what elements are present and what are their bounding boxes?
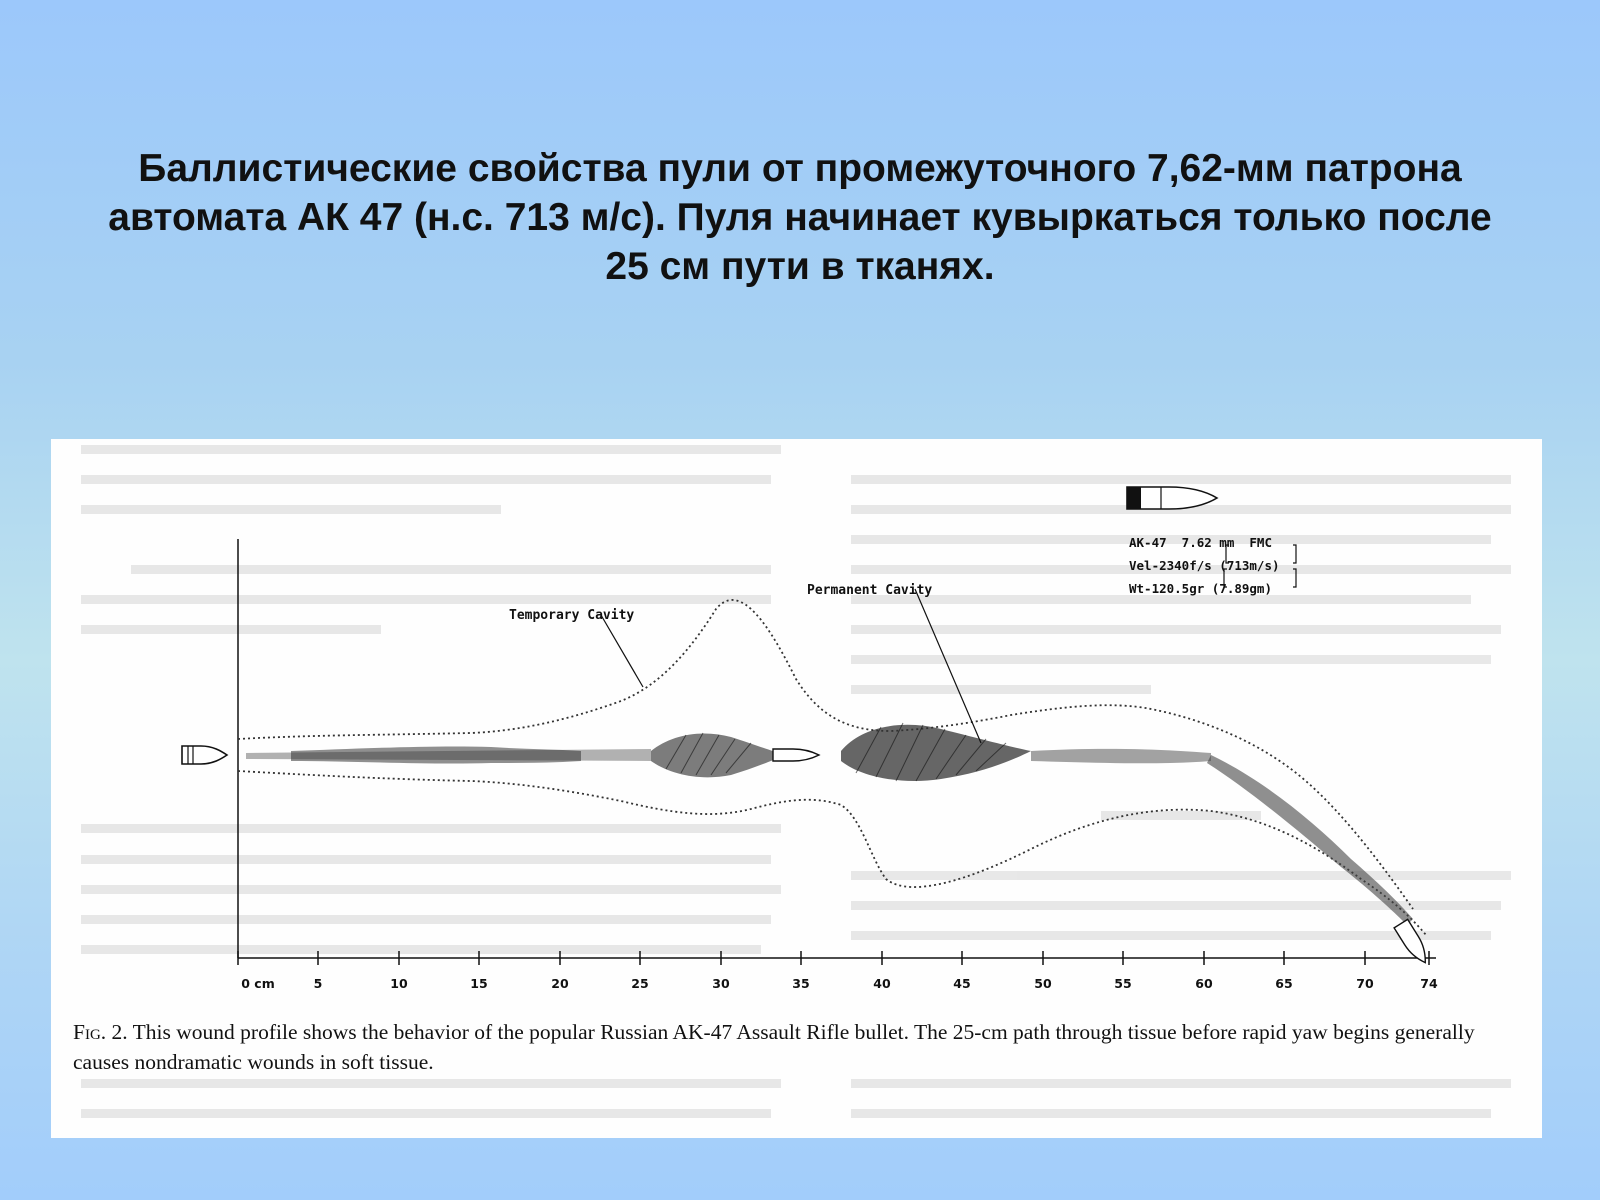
scale-label: 25 xyxy=(631,976,649,991)
spec-line-weight: Wt-120.5gr (7.89gm) xyxy=(1129,581,1272,596)
figure-caption-text: This wound profile shows the behavior of the popular Russian AK-47 Assault Rifle bullet. The 25-cm path through tissue before rapid yaw begins generally causes nondramatic wounds in soft tissue. xyxy=(73,1020,1475,1074)
bullet-exit-icon xyxy=(1394,919,1432,966)
scale-label: 40 xyxy=(873,976,891,991)
scale-label: 70 xyxy=(1356,976,1374,991)
figure-number: Fig. 2. xyxy=(73,1020,128,1044)
bullet-spec-box xyxy=(1129,531,1280,600)
scale-label: 10 xyxy=(390,976,408,991)
permanent-cavity-leader xyxy=(915,589,981,743)
figure-caption xyxy=(73,1017,1533,1077)
scale-label: 55 xyxy=(1114,976,1132,991)
scale-label: 5 xyxy=(313,976,323,991)
scale-label: 45 xyxy=(953,976,971,991)
temporary-cavity-label: Temporary Cavity xyxy=(509,608,635,623)
scale-label: 60 xyxy=(1195,976,1213,991)
bullet-midtrack-icon xyxy=(773,749,819,761)
wound-profile-figure xyxy=(51,439,1542,1138)
spec-line-velocity: Vel-2340f/s (713m/s) xyxy=(1129,558,1280,573)
scale-label: 30 xyxy=(712,976,730,991)
spec-line-caliber: AK-47 7.62 mm FMC xyxy=(1129,535,1272,550)
slide-title: Баллистические свойства пули от промежуточного 7,62-мм патрона автомата АК 47 (н.с. 713 м/с). Пуля начинает кувыркаться только после 25 см пути в тканях. xyxy=(108,147,1492,289)
scale-label: 50 xyxy=(1034,976,1052,991)
temporary-cavity-outline-lower xyxy=(238,771,1426,935)
temporary-cavity-leader xyxy=(601,615,643,687)
scale-label: 74 xyxy=(1420,976,1438,991)
scale-label: 35 xyxy=(792,976,810,991)
scale-label: 65 xyxy=(1275,976,1293,991)
scale-label-0cm: 0 cm xyxy=(241,976,275,991)
permanent-cavity-label: Permanent Cavity xyxy=(807,583,933,598)
scale-label: 20 xyxy=(551,976,569,991)
scale-label: 15 xyxy=(470,976,488,991)
bullet-entry-icon xyxy=(182,746,227,764)
